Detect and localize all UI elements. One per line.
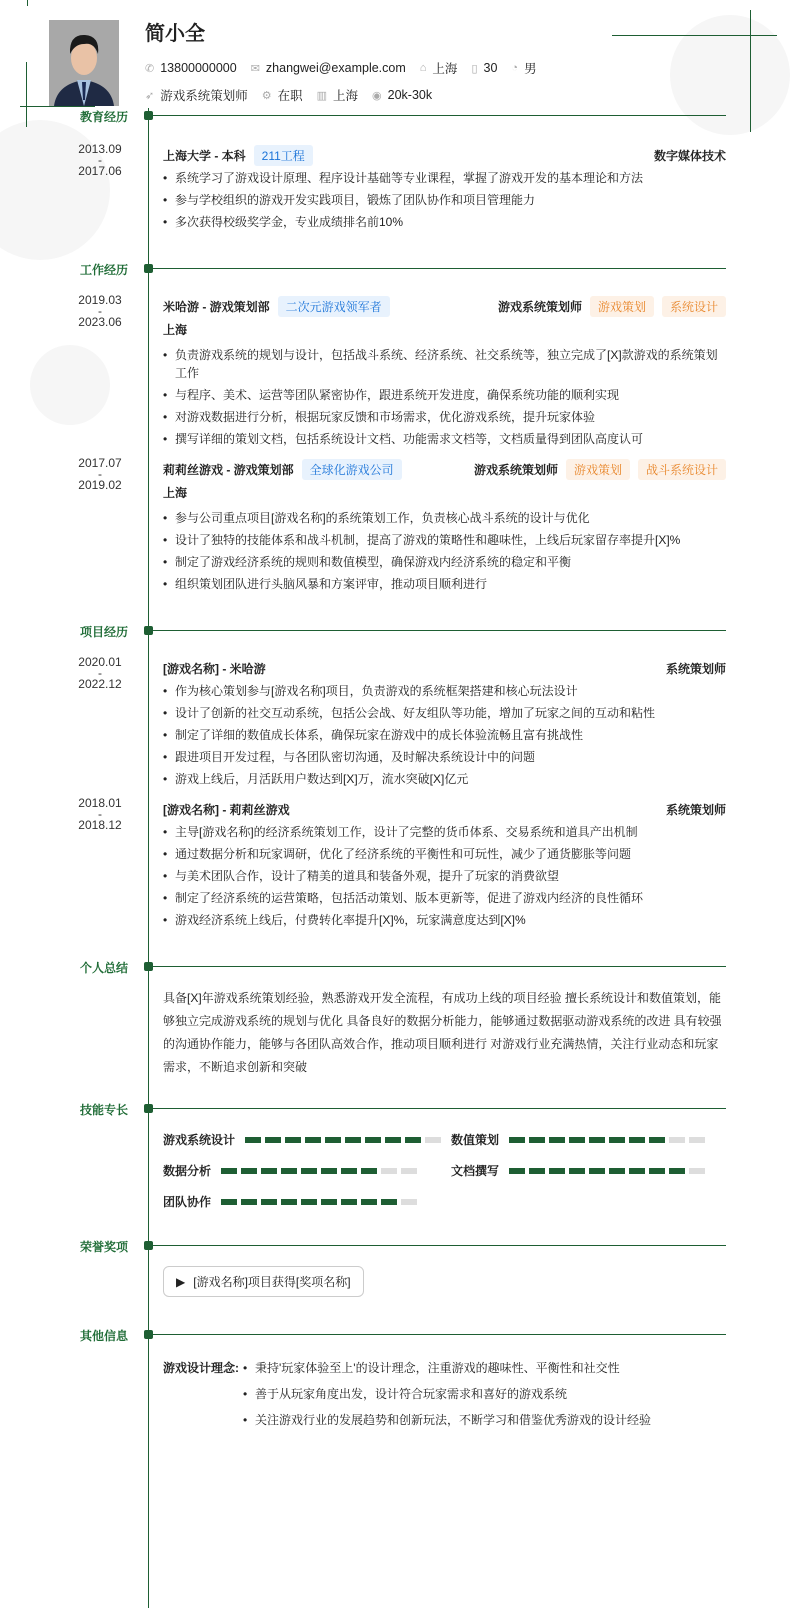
skill-bar-segment xyxy=(261,1199,277,1205)
position: 游戏系统策划师 xyxy=(160,89,248,103)
skill-tag: 战斗系统设计 xyxy=(638,459,726,480)
skill-bar-segment xyxy=(385,1137,401,1143)
bullet-item: • 跟进项目开发过程，与各团队密切沟通，及时解决系统设计中的问题 xyxy=(163,748,726,766)
section-divider xyxy=(153,966,726,967)
work-city: 上海 xyxy=(163,486,188,500)
end-date: 2023.06 xyxy=(78,315,122,329)
date-range xyxy=(70,144,130,177)
skill-bar-segment xyxy=(361,1168,377,1174)
job-intent-row xyxy=(145,86,432,104)
date-separator: - xyxy=(98,304,102,318)
school-tag: 211工程 xyxy=(254,145,313,166)
salary: 20k-30k xyxy=(387,88,433,102)
play-icon: ▶ xyxy=(176,1274,186,1289)
timeline-dot xyxy=(144,626,153,635)
section-title: 个人总结 xyxy=(79,961,128,975)
skill-bar-segment xyxy=(321,1168,337,1174)
mail-icon: ✉ xyxy=(250,62,260,75)
end-date: 2022.12 xyxy=(78,677,122,691)
section-header-work xyxy=(0,261,794,277)
skill-tag: 系统设计 xyxy=(662,296,726,317)
contact-row xyxy=(145,59,537,77)
bullet-list xyxy=(163,823,726,929)
skill-bar-segment xyxy=(689,1168,705,1174)
skill-bar-segment xyxy=(341,1168,357,1174)
bullet-item: • 作为核心策划参与[游戏名称]项目，负责游戏的系统框架搭建和核心玩法设计 xyxy=(163,682,726,700)
company-tag: 全球化游戏公司 xyxy=(302,459,402,480)
section-header-awards xyxy=(0,1238,794,1254)
skill-item xyxy=(163,1193,451,1210)
skill-bar-segment xyxy=(321,1199,337,1205)
section-title: 荣誉奖项 xyxy=(79,1240,128,1254)
bullet-item: • 设计了创新的社交互动系统，包括公会战、好友组队等功能，增加了玩家之间的互动和粘性 xyxy=(163,704,726,722)
target-city: 上海 xyxy=(333,89,359,103)
skill-tag: 游戏策划 xyxy=(590,296,654,317)
skill-bar-segment xyxy=(649,1168,665,1174)
start-date: 2018.01 xyxy=(78,796,122,810)
bullet-list xyxy=(163,169,726,231)
skill-level-bar xyxy=(221,1199,417,1205)
skill-bar-segment xyxy=(629,1168,645,1174)
skill-bar-segment xyxy=(381,1199,397,1205)
skill-bar-segment xyxy=(405,1137,421,1143)
section-divider xyxy=(153,630,726,631)
skill-bar-segment xyxy=(425,1137,441,1143)
skill-bar-segment xyxy=(509,1137,525,1143)
bullet-item: • 与美术团队合作，设计了精美的道具和装备外观，提升了玩家的消费欲望 xyxy=(163,867,726,885)
start-date: 2020.01 xyxy=(78,655,122,669)
date-range xyxy=(70,295,130,328)
section-header-skills xyxy=(0,1101,794,1117)
section-divider xyxy=(153,1108,726,1109)
skill-item xyxy=(451,1162,751,1179)
skill-level-bar xyxy=(221,1168,417,1174)
skill-item xyxy=(163,1131,451,1148)
date-separator: - xyxy=(98,153,102,167)
bullet-item: • 制定了经济系统的运营策略，包括活动策划、版本更新等，促进了游戏内经济的良性循环 xyxy=(163,889,726,907)
end-date: 2018.12 xyxy=(78,818,122,832)
bullet-item: • 设计了独特的技能体系和战斗机制，提高了游戏的策略性和趣味性，上线后玩家留存率提升[X]% xyxy=(163,531,726,549)
timeline-dot xyxy=(144,111,153,120)
skill-bar-segment xyxy=(245,1137,261,1143)
section-title: 其他信息 xyxy=(79,1329,128,1343)
project-role: 系统策划师 xyxy=(665,802,726,817)
role: 游戏系统策划师 xyxy=(473,462,558,477)
skill-bar-segment xyxy=(301,1168,317,1174)
salary-icon: ◉ xyxy=(372,89,382,102)
bullet-item: • 系统学习了游戏设计原理、程序设计基础等专业课程，掌握了游戏开发的基本理论和方法 xyxy=(163,169,726,187)
skill-bar-segment xyxy=(569,1168,585,1174)
project-entry xyxy=(0,798,794,929)
skill-bar-segment xyxy=(381,1168,397,1174)
skill-bar-segment xyxy=(689,1137,705,1143)
bullet-item: • 对游戏数据进行分析，根据玩家反馈和市场需求，优化游戏系统，提升玩家体验 xyxy=(163,408,726,426)
date-separator: - xyxy=(98,666,102,680)
timeline-dot xyxy=(144,264,153,273)
skill-bar-segment xyxy=(221,1199,237,1205)
skill-bar-segment xyxy=(609,1137,625,1143)
decor-line xyxy=(612,35,777,36)
skill-bar-segment xyxy=(669,1168,685,1174)
section-header-project xyxy=(0,623,794,639)
date-range xyxy=(70,657,130,690)
skill-name: 文档撰写 xyxy=(451,1164,500,1178)
skill-bar-segment xyxy=(569,1137,585,1143)
other-label: 游戏设计理念: xyxy=(163,1361,239,1375)
skill-item xyxy=(163,1162,451,1179)
phone-icon: ✆ xyxy=(145,62,155,75)
company-tag: 二次元游戏领军者 xyxy=(278,296,390,317)
skill-bar-segment xyxy=(281,1168,297,1174)
skill-bar-segment xyxy=(529,1168,545,1174)
project-name: [游戏名称] - 莉莉丝游戏 xyxy=(163,802,290,817)
building-icon: ▥ xyxy=(316,89,328,102)
phone: 13800000000 xyxy=(160,61,237,75)
major: 数字媒体技术 xyxy=(653,148,726,163)
decor-line xyxy=(27,0,28,6)
timeline-dot xyxy=(144,1241,153,1250)
skill-item xyxy=(451,1131,751,1148)
bullet-item: • 秉持'玩家体验至上'的设计理念，注重游戏的趣味性、平衡性和社交性 xyxy=(243,1358,651,1378)
skill-level-bar xyxy=(509,1168,705,1174)
company: 米哈游 - 游戏策划部 xyxy=(163,299,270,314)
skill-bar-segment xyxy=(345,1137,361,1143)
section-divider xyxy=(153,1245,726,1246)
bullet-list xyxy=(163,509,726,593)
skill-bar-segment xyxy=(589,1137,605,1143)
skill-bar-segment xyxy=(261,1168,277,1174)
skill-bar-segment xyxy=(221,1168,237,1174)
skill-bar-segment xyxy=(365,1137,381,1143)
bullet-item: • 参与学校组织的游戏开发实践项目，锻炼了团队协作和项目管理能力 xyxy=(163,191,726,209)
bullet-item: • 负责游戏系统的规划与设计，包括战斗系统、经济系统、社交系统等，独立完成了[X]款游戏的系统策划工作 xyxy=(163,346,726,382)
company: 莉莉丝游戏 - 游戏策划部 xyxy=(163,462,294,477)
role: 游戏系统策划师 xyxy=(497,299,582,314)
work-entry xyxy=(0,295,794,448)
bullet-list xyxy=(243,1358,651,1430)
skill-bar-segment xyxy=(649,1137,665,1143)
timeline-dot xyxy=(144,962,153,971)
project-entry xyxy=(0,657,794,788)
bullet-item: • 制定了详细的数值成长体系，确保玩家在游戏中的成长体验流畅且富有挑战性 xyxy=(163,726,726,744)
date-separator: - xyxy=(98,467,102,481)
email: zhangwei@example.com xyxy=(265,61,406,75)
skill-name: 游戏系统设计 xyxy=(163,1133,236,1147)
skill-bar-segment xyxy=(549,1137,565,1143)
skill-level-bar xyxy=(245,1137,441,1143)
skill-bar-segment xyxy=(325,1137,341,1143)
skill-bar-segment xyxy=(281,1199,297,1205)
skill-bar-segment xyxy=(609,1168,625,1174)
award-text: [游戏名称]项目获得[奖项名称] xyxy=(193,1275,351,1289)
send-icon: ➶ xyxy=(145,89,155,102)
project-role: 系统策划师 xyxy=(665,661,726,676)
bullet-item: • 通过数据分析和玩家调研，优化了经济系统的平衡性和可玩性，减少了通货膨胀等问题 xyxy=(163,845,726,863)
candidate-name: 简小全 xyxy=(145,23,205,45)
skill-bar-segment xyxy=(589,1168,605,1174)
gender-icon: ◔ xyxy=(511,62,519,74)
skill-bar-segment xyxy=(341,1199,357,1205)
age-icon: ▯ xyxy=(471,62,478,75)
bullet-item: • 与程序、美术、运营等团队紧密协作，跟进系统开发进度，确保系统功能的顺利实现 xyxy=(163,386,726,404)
other-info xyxy=(0,1355,794,1436)
date-range xyxy=(70,458,130,491)
bullet-item: • 善于从玩家角度出发，设计符合玩家需求和喜好的游戏系统 xyxy=(243,1384,651,1404)
timeline-dot xyxy=(144,1330,153,1339)
date-range xyxy=(70,798,130,831)
decor-line xyxy=(20,106,95,107)
start-date: 2013.09 xyxy=(78,142,122,156)
bullet-item: • 游戏上线后，月活跃用户数达到[X]万，流水突破[X]亿元 xyxy=(163,770,726,788)
skill-bar-segment xyxy=(241,1168,257,1174)
skill-name: 数据分析 xyxy=(163,1164,212,1178)
section-divider xyxy=(153,268,726,269)
avatar-photo xyxy=(49,20,119,106)
section-title: 项目经历 xyxy=(79,625,128,639)
skill-bar-segment xyxy=(509,1168,525,1174)
location: 上海 xyxy=(432,62,458,76)
award-item[interactable] xyxy=(163,1266,364,1297)
skill-bar-segment xyxy=(401,1199,417,1205)
timeline-dot xyxy=(144,1104,153,1113)
skill-bar-segment xyxy=(305,1137,321,1143)
skill-bar-segment xyxy=(629,1137,645,1143)
section-title: 工作经历 xyxy=(79,263,128,277)
project-name: [游戏名称] - 米哈游 xyxy=(163,661,266,676)
skill-bar-segment xyxy=(265,1137,281,1143)
skill-bar-segment xyxy=(669,1137,685,1143)
section-divider xyxy=(153,1334,726,1335)
status: 在职 xyxy=(277,89,303,103)
bullet-item: • 主导[游戏名称]的经济系统策划工作，设计了完整的货币体系、交易系统和道具产出机制 xyxy=(163,823,726,841)
skill-bar-segment xyxy=(549,1168,565,1174)
bullet-item: • 参与公司重点项目[游戏名称]的系统策划工作，负责核心战斗系统的设计与优化 xyxy=(163,509,726,527)
work-city: 上海 xyxy=(163,323,188,337)
summary-text: 具备[X]年游戏系统策划经验，熟悉游戏开发全流程，有成功上线的项目经验 擅长系统设计和数值策划，能够独立完成游戏系统的规划与优化 具备良好的数据分析能力，能够通过数据驱动游戏系统的改进 具有较强的沟通协作能力，能够与各团队高效合作，推动项目顺利进行 对游戏行业充满热情，关注行业动态和玩家需求，不断追求创新和突破 xyxy=(163,991,722,1074)
bullet-item: • 关注游戏行业的发展趋势和创新玩法，不断学习和借鉴优秀游戏的设计经验 xyxy=(243,1410,651,1430)
age: 30 xyxy=(483,61,498,75)
bullet-item: • 组织策划团队进行头脑风暴和方案评审，推动项目顺利进行 xyxy=(163,575,726,593)
start-date: 2019.03 xyxy=(78,293,122,307)
bullet-list xyxy=(163,346,726,448)
skill-name: 数值策划 xyxy=(451,1133,500,1147)
gender: 男 xyxy=(524,62,537,76)
skill-bar-segment xyxy=(301,1199,317,1205)
section-title: 教育经历 xyxy=(79,110,128,124)
skill-bar-segment xyxy=(361,1199,377,1205)
section-header-summary xyxy=(0,959,794,975)
skill-level-bar xyxy=(509,1137,705,1143)
end-date: 2019.02 xyxy=(78,478,122,492)
section-title: 技能专长 xyxy=(79,1103,128,1117)
school: 上海大学 - 本科 xyxy=(163,148,246,163)
section-divider xyxy=(153,115,726,116)
skill-bar-segment xyxy=(241,1199,257,1205)
skill-name: 团队协作 xyxy=(163,1195,212,1209)
skill-bar-segment xyxy=(529,1137,545,1143)
section-header-education xyxy=(0,108,794,124)
date-separator: - xyxy=(98,807,102,821)
skill-bar-segment xyxy=(285,1137,301,1143)
skills-grid xyxy=(0,1131,794,1210)
skill-bar-segment xyxy=(401,1168,417,1174)
bullet-item: • 制定了游戏经济系统的规则和数值模型，确保游戏内经济系统的稳定和平衡 xyxy=(163,553,726,571)
bullet-item: • 游戏经济系统上线后，付费转化率提升[X]%，玩家满意度达到[X]% xyxy=(163,911,726,929)
bullet-list xyxy=(163,682,726,788)
bullet-item: • 撰写详细的策划文档，包括系统设计文档、功能需求文档等，文档质量得到团队高度认可 xyxy=(163,430,726,448)
bullet-item: • 多次获得校级奖学金，专业成绩排名前10% xyxy=(163,213,726,231)
status-icon: ⚙ xyxy=(261,89,272,102)
section-header-other xyxy=(0,1327,794,1343)
work-entry xyxy=(0,458,794,593)
start-date: 2017.07 xyxy=(78,456,122,470)
home-icon: ⌂ xyxy=(419,62,427,74)
end-date: 2017.06 xyxy=(78,164,122,178)
education-entry xyxy=(0,144,794,231)
skill-tag: 游戏策划 xyxy=(566,459,630,480)
